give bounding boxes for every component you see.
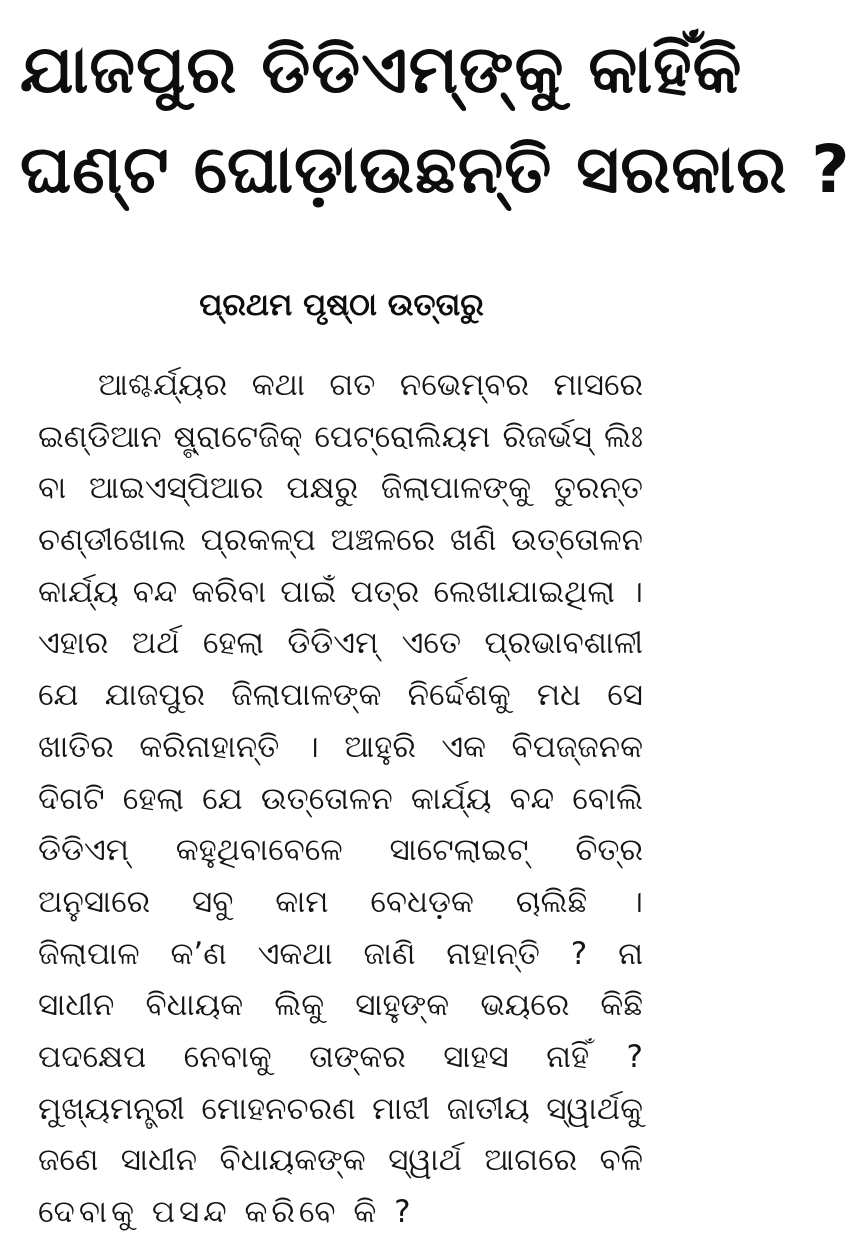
headline-line-1: ଯାଜପୁର ଡିଡିଏମ୍‌ଙ୍କୁ କାହିଁକି (20, 31, 743, 108)
body-line: ଜଣେ ସାଧୀନ ବିଧାୟକଙ୍କ ସ୍ୱାର୍ଥ ଆଗରେ ବଳି (38, 1142, 643, 1179)
body-line: ଜିଲାପାଳ କ’ଣ ଏକଥା ଜାଣି ନାହାନ୍ତି ? ନା (38, 935, 643, 972)
article-headline (20, 20, 850, 220)
body-line: କାର୍ଯ୍ୟ ବନ୍ଦ କରିବା ପାଇଁ ପତ୍ର ଲେଖାଯାଇଥିଲା । (38, 573, 643, 610)
body-line: ଯେ ଯାଜପୁର ଜିଲାପାଳଙ୍କ ନିର୍ଦ୍ଦେଶକୁ ମଧ ସେ (38, 677, 643, 714)
body-line: ବା ଆଇଏସ୍‌ପିଆର ପକ୍ଷରୁ ଜିଲାପାଳଙ୍କୁ ତୁରନ୍ତ (38, 470, 643, 507)
article-body (38, 360, 643, 1239)
body-line: ପଦକ୍ଷେପ ନେବାକୁ ତାଙ୍କର ସାହସ ନାହିଁ ? (38, 1038, 643, 1075)
body-line: ଡିଡିଏମ୍ କହୁଥିବାବେଳେ ସାଟେଲାଇଟ୍ ଚିତ୍ର (38, 832, 643, 869)
body-line: ଦିଗଟି ହେଲା ଯେ ଉତ୍ତୋଳନ କାର୍ଯ୍ୟ ବନ୍ଦ ବୋଲି (38, 780, 643, 817)
body-line: ଏହାର ଅର୍ଥ ହେଲା ଡିଡିଏମ୍ ଏତେ ପ୍ରଭାବଶାଳୀ (38, 625, 643, 662)
body-line: ଚଣ୍ଡୀଖୋଲ ପ୍ରକଳ୍ପ ଅଞ୍ଚଳରେ ଖଣି ଉତ୍ତୋଳନ (38, 522, 643, 559)
body-line: ସାଧୀନ ବିଧାୟକ ଲିକୁ ସାହୁଙ୍କ ଭୟରେ କିଛି (38, 987, 643, 1024)
body-line: ଆଶ୍ଚର୍ଯ୍ୟର କଥା ଗତ ନଭେମ୍ବର ମାସରେ (98, 367, 643, 403)
body-line: ଅନୁସାରେ ସବୁ କାମ ବେଧଡ଼କ ଚାଲିଛି । (38, 883, 643, 920)
continued-from-front-page-label: ପ୍ରଥମ ପୃଷ୍ଠା ଉତ୍ତାରୁ (199, 287, 484, 323)
body-line: ଇଣ୍ଡିଆନ ଷ୍ଟ୍ରାଟେଜିକ୍ ପେଟ୍ରୋଲିୟମ ରିଜର୍ଭସ୍ ଲିଃ (38, 418, 643, 455)
body-line: ଖାତିର କରିନାହାନ୍ତି । ଆହୁରି ଏକ ବିପଜ୍ଜନକ (38, 728, 643, 765)
body-line: ଦେବାକୁ ପସନ୍ଦ କରିବେ କି ? (38, 1194, 415, 1230)
body-line: ମୁଖ୍ୟମନ୍ତ୍ରୀ ମୋହନଚରଣ ମାଝୀ ଜାତୀୟ ସ୍ୱାର୍ଥକୁ (38, 1090, 643, 1127)
headline-line-2: ଘଣ୍ଟ ଘୋଡ଼ାଉଛନ୍ତି ସରକାର ? (20, 131, 850, 208)
